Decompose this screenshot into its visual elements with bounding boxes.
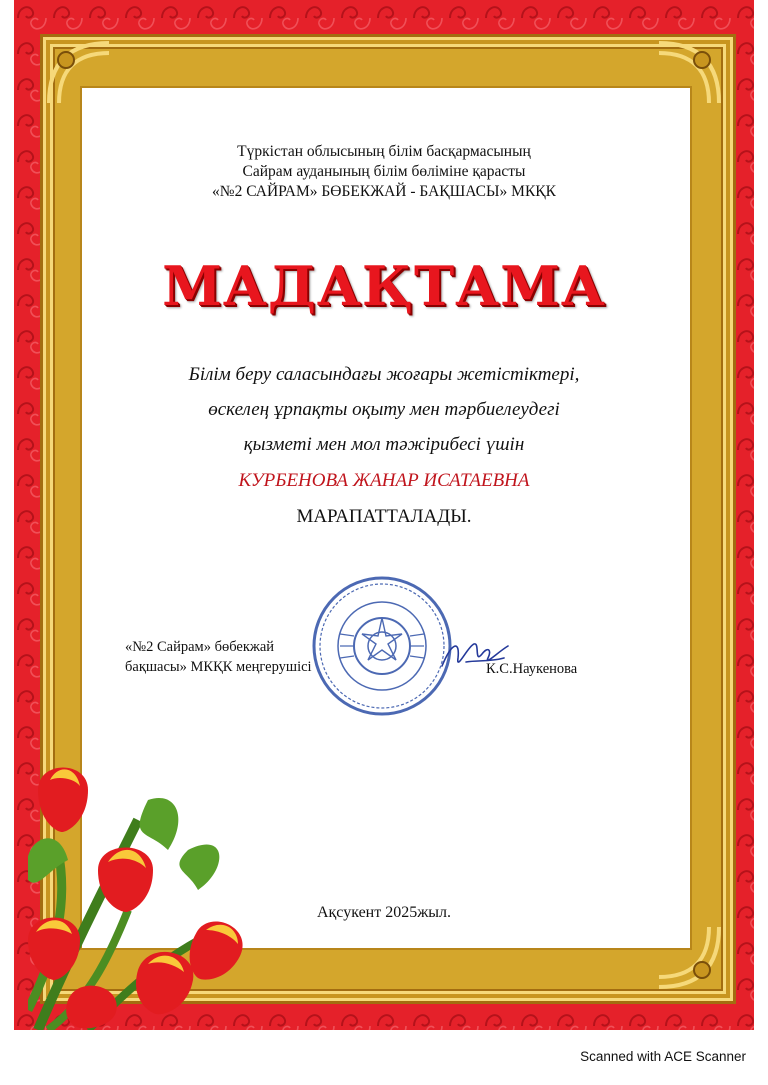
tulip-bouquet-icon: [28, 760, 278, 1030]
certificate-sheet: [14, 0, 754, 1030]
signer-name: К.С.Наукенова: [486, 661, 578, 677]
award-reason-line-3: қызметі мен мол тәжірибесі үшін: [243, 434, 525, 455]
header-line-1: Түркістан облысының білім басқармасының: [237, 143, 531, 160]
award-reason-line-2: өскелең ұрпақты оқыту мен тәрбиелеудегі: [208, 399, 560, 420]
scanner-watermark-text: Scanned with ACE Scanner: [580, 1049, 746, 1064]
header-line-3: «№2 САЙРАМ» БӨБЕКЖАЙ - БАҚШАСЫ» МКҚК: [212, 183, 556, 200]
certificate-title: МАДАҚТАМА: [162, 254, 606, 318]
header-line-2: Сайрам ауданының білім бөліміне қарасты: [242, 163, 526, 180]
official-seal-icon: [310, 574, 454, 718]
signer-position-line-1: «№2 Сайрам» бөбекжай: [125, 639, 275, 655]
recipient-name: КУРБЕНОВА ЖАНАР ИСАТАЕВНА: [238, 470, 530, 491]
award-reason-line-1: Білім беру саласындағы жоғары жетістіктері,: [188, 364, 580, 385]
place-and-year: Ақсукент 2025жыл.: [316, 904, 452, 921]
signer-position-line-2: бақшасы» МКҚК меңгерушісі: [125, 659, 312, 675]
awarded-statement: МАРАПАТТАЛАДЫ.: [296, 506, 472, 527]
